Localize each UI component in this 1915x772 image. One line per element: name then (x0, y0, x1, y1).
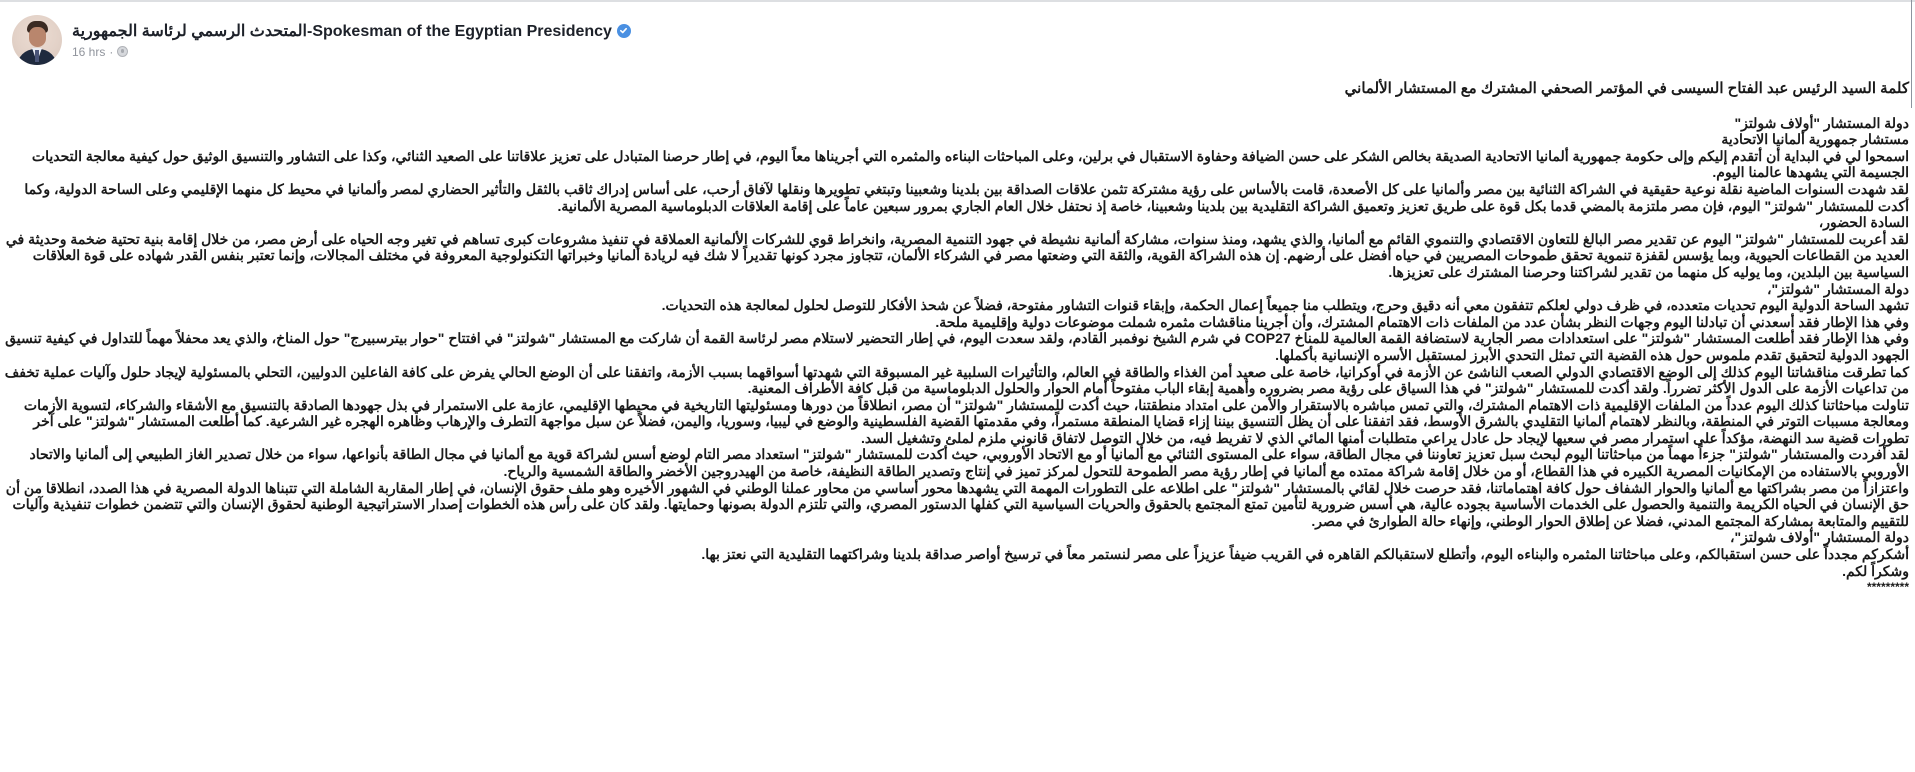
paragraph: دولة المستشار "أولاف شولتز" (1734, 114, 1909, 131)
paragraph: لقد شهدت السنوات الماضية نقلة نوعية حقيقية في الشراكة الثنائية بين مصر وألمانيا على كل الأصعدة، قامت بالأساس على رؤية مشتركة تثمن علاقات الصداقة بين بلدينا وشعبينا وتبتغي تطويرها ونقلها لآفاق أرحب، على أساس إدراك ثاقب بالثقل والتأثير الحضاري لمصر وألمانيا في محيط كل منهما الإقليمي وعلى الساحة الدولية، وكما أكدت للمستشار "شولتز" اليوم، فإن مصر ملتزمة بالمضي قدما بكل قوة على طريق تعزيز وتعميق الشراكة التقليدية بين بلدينا وشعبينا، خاصة إذ نحتفل خلال العام الجاري بمرور سبعين عاماً على إقامة العلاقات الدبلوماسية المصرية الألمانية. (24, 180, 1909, 214)
avatar[interactable] (12, 15, 62, 65)
paragraph: مستشار جمهورية ألمانيا الاتحادية (1721, 131, 1909, 148)
closing-stars: ********* (1866, 580, 1909, 595)
meta-separator: · (109, 44, 114, 59)
paragraph: لقد أعربت للمستشار "شولتز" اليوم عن تقدير مصر البالغ للتعاون الاقتصادي والتنموي القائم مع ألمانيا، والذي يشهد، ومنذ سنوات، مشاركة ألمانية نشيطة في جهود التنمية المصرية، وانخراط قوي للشركات الألمانية العملاقة في تنفيذ مشروعات كبرى تساهم في تغير وجه الحياه على أرض مصر، من خلال إقامة بنية تحتية ضخمة وحديثة في العديد من القطاعات الحيوية، وبما يؤسس لقفزة تنموية تحقق طموحات المصريين في حياه أفضل على أرضهم. إن هذه الشراكة القوية، والثقة التي وضعتها مصر في الشركاء الألمان، تتجاوز مجرد كونها تقديراً لا شك فيه لريادة ألمانيا وخبراتها التكنولوجية المعروفة في مختلف المجالات، وإنما تعتبر بنفس القدر شهاده على قوة العلاقات السياسية بين البلدين، وما يوليه كل منهما من تقدير لشراكتنا وحرصنا المشترك على تعزيزها. (5, 230, 1909, 280)
post-meta (72, 20, 631, 61)
paragraph: دولة المستشار "شولتز"، (1767, 280, 1909, 297)
post-body (4, 78, 1909, 596)
paragraph: وفي هذا الإطار فقد أطلعت المستشار "شولتز" على استعدادات مصر الجارية لاستضافة القمة العالمية للمناخ COP27 في شرم الشيخ نوفمبر القادم، ولقد سعدت اليوم، في إطار التحضير لاستلام مصر لرئاسة القمة أن شاركت مع المستشار "شولتز" في افتتاح "حوار بيترسبيرج" حول المناخ، والذي يعد محفلاً مهماً للتداول في كيفية تنسيق الجهود الدولية لتحقيق تقدم ملموس حول هذه القضية التي تمثل التحدي الأبرز لمستقبل الأسره الإنسانية بأكملها. (5, 330, 1909, 363)
page-name-link[interactable]: المتحدث الرسمي لرئاسة الجمهورية-Spokesman of the Egyptian Presidency (72, 22, 612, 40)
paragraph: تشهد الساحة الدولية اليوم تحديات متعدده، في ظرف دولي لعلكم تتفقون معي أنه دقيق وحرج، ويتطلب منا جميعاً إعمال الحكمة، وإبقاء قنوات التشاور مفتوحة، فضلاً عن شحذ الأفكار للتوصل لحلول لمعالجة هذه التحديات. (661, 297, 1909, 314)
paragraph: واعتزازاً من مصر بشراكتها مع ألمانيا والحوار الشفاف حول كافة اهتماماتنا، فقد حرصت خلال لقائي بالمستشار "شولتز" على اطلاعه على التطورات المهمة التي يشهدها محور أساسي من محاور عملنا الوطني في الشهور الأخيره وهو ملف حقوق الإنسان، في إطار المقاربة الشاملة التي تتبناها الدولة المصرية في هذا الصدد، انطلاقا من أن حق الإنسان في الحياه الكريمة والتنمية والحصول على الخدمات الأساسية بجوده عالية، هي أسس ضرورية لتأمين تمتع المجتمع بالحقوق والحريات السياسية التي كفلها الدستور المصري، والتي تلتزم الدولة بصونها وحمايتها. ولقد كان على رأس هذه الخطوات إصدار الاستراتيجية الوطنية لحقوق الإنسان والتي تتضمن خطوات تنفيذية وآليات للتقييم والمتابعة بمشاركة المجتمع المدني، فضلا عن إطلاق الحوار الوطني، وإنهاء حالة الطوارئ في مصر. (5, 479, 1909, 529)
top-border (0, 0, 1915, 2)
paragraph: وشكراً لكم. (1842, 562, 1909, 579)
paragraph: تناولت مباحثاتنا كذلك اليوم عدداً من الملفات الإقليمية ذات الاهتمام المشترك، والتي تمس مباشره بالاستقرار والأمن على امتداد منطقتنا، حيث أكدت للمستشار "شولتز" أن مصر، انطلاقاً من دورها ومسئوليتها التاريخية في محيطها الإقليمي، عازمة على الاستمرار في بذل جهودها الصادقة بالتنسيق مع الأشقاء والشركاء، لتسوية الأزمات ومعالجة مسببات التوتر في المنطقة، وبالنظر لاهتمام ألمانيا التقليدي بالشرق الأوسط، فقد اتفقنا على أن يظل التنسيق بيننا إزاء قضايا المنطقة مستمراً، وفي مقدمتها القضية الفلسطينية والوضع في ليبيا، وسوريا، واليمن، فضلاً عن سبل مواجهة التطرف والإرهاب وظاهره الهجره غير الشرعية. كما أطلعت المستشار "شولتز" على آخر تطورات قضية سد النهضة، مؤكداً على استمرار مصر في سعيها لإيجاد حل عادل يراعي متطلبات أمنها المائي الذي لا تفريط فيه، من خلال التوصل لاتفاق قانوني ملزم لملئ وتشغيل السد. (23, 396, 1909, 446)
post-title: كلمة السيد الرئيس عبد الفتاح السيسى في المؤتمر الصحفي المشترك مع المستشار الألماني (1344, 80, 1909, 97)
paragraph: لقد أفردت والمستشار "شولتز" جزءاً مهماً من مباحثاتنا اليوم لبحث سبل تعزيز تعاوننا في مجال الطاقة، سواء على المستوى الثنائي مع ألمانيا أو مع الاتحاد الأوروبي، حيث أكدت للمستشار "شولتز" استعداد مصر التام لوضع أسس لشراكة قوية مع ألمانيا في مجال الطاقة بأنواعها، سواء من خلال تصدير الغاز الطبيعي إلى ألمانيا والاتحاد الأوروبي بالاستفاده من الإمكانيات المصرية الكبيره في هذا القطاع، أو من خلال إقامة شراكة ممتده مع ألمانيا في إطار رؤية مصر الطموحة للتحول لمركز تميز في إنتاج وتصدير الطاقة النظيفة، خاصة من الهيدروجين الأخضر والطاقة الشمسية والرياح. (29, 446, 1909, 480)
paragraph: وفي هذا الإطار فقد أسعدني أن تبادلنا اليوم وجهات النظر بشأن عدد من الملفات ذات الاهتمام المشترك، وأن أجرينا مناقشات مثمره شملت موضوعات دولية وإقليمية ملحة. (935, 313, 1909, 330)
paragraph: اسمحوا لي في البداية أن أتقدم إليكم وإلى حكومة جمهورية ألمانيا الاتحادية الصديقة بخالص الشكر على حسن الضيافة وحفاوة الاستقبال في برلين، وعلى المباحثات البناءه والمثمره التي أجريناها معاً اليوم، في إطار حرصنا المتبادل على تعزيز علاقاتنا على الصعيد الثنائي، وكذا على التشاور والتنسيق الوثيق حول كيفية معالجة التحديات الجسيمة التي يشهدها عالمنا اليوم. (31, 147, 1909, 181)
post-timestamp[interactable]: 16 hrs (72, 44, 106, 59)
paragraph: كما تطرقت مناقشاتنا اليوم كذلك إلى الوضع الاقتصادي الدولي الصعب الناشئ عن الأزمة في أوكرانيا، خاصة على صعيد أمن الغذاء والطاقة في العالم، والتأثيرات السلبية غير المسبوقة التي شهدتها أسواقهما بسبب الأزمة، واتفقنا على أن الوضع الحالي يفرض على كافة الفاعلين الدوليين، التحلي بالمسئولية لإيجاد حلول وآليات عملية تخفف من تداعيات الأزمة على الدول الأكثر تضرراً. ولقد أكدت للمستشار "شولتز" في هذا السياق على رؤية مصر بضروره وأهمية إبقاء الباب مفتوحاً أمام الحوار والحلول الدبلوماسية من قبل كافة الأطراف المعنية. (4, 363, 1909, 397)
paragraph: دولة المستشار "أولاف شولتز"، (1729, 529, 1909, 546)
paragraph: السادة الحضور، (1818, 214, 1909, 231)
scroll-edge-divider (1911, 0, 1912, 108)
post-header (12, 14, 631, 66)
paragraph: أشكركم مجدداً على حسن استقبالكم، وعلى مباحثاتنا المثمره والبناءه اليوم، وأتطلع لاستقبالكم القاهره في القريب ضيفاً عزيزاً على مصر لنستمر معاً في ترسيخ أواصر صداقة بلدينا وشراكتهما التقليدية التي نعتز بها. (701, 546, 1909, 563)
globe-icon[interactable] (117, 46, 128, 57)
verified-badge-icon (617, 24, 631, 38)
